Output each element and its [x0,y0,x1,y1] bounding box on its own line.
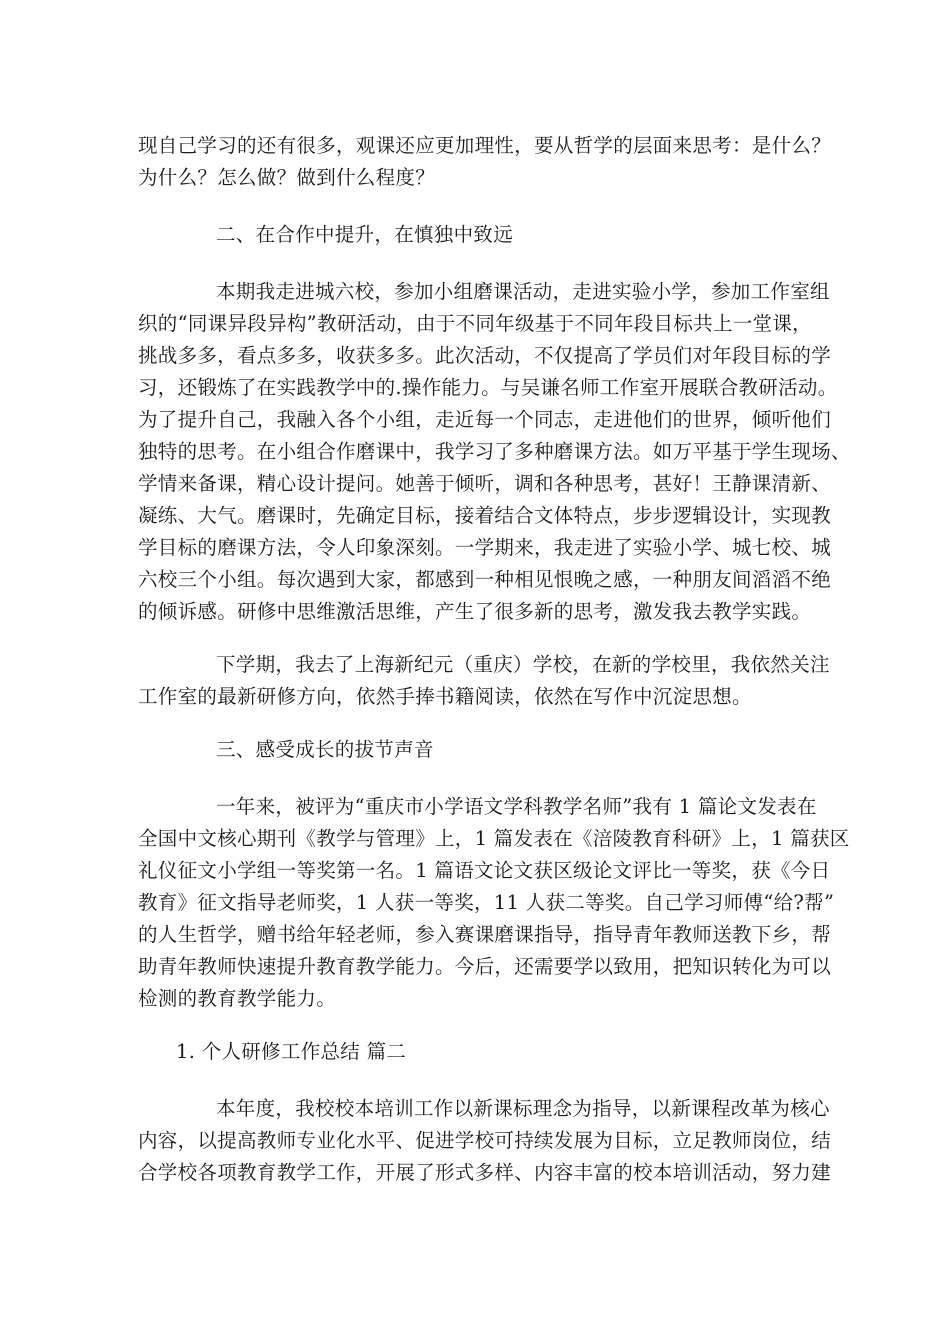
text-line: 独特的思考。在小组合作磨课中，我学习了多种磨课方法。如万平基于学生现场、 [138,440,851,463]
paragraph [138,649,830,713]
section-heading-3 [138,734,814,766]
text-line: 全国中文核心期刊《教学与管理》上，1 篇发表在《涪陵教育科研》上，1 篇获区 [138,827,850,850]
paragraph [138,276,851,628]
text-line: 本期我走进城六校，参加小组磨课活动，走进实验小学，参加工作室组 [216,280,830,303]
numbered-heading [138,1036,814,1068]
text-line: 六校三个小组。每次遇到大家，都感到一种相见恨晚之感，一种朋友间滔滔不绝 [138,568,832,591]
text-line: 的倾诉感。研修中思维激活思维，产生了很多新的思考，激发我去教学实践。 [138,600,812,623]
text-line: 检测的教育教学能力。 [138,987,337,1010]
text-line: 挑战多多，看点多多，收获多多。此次活动，不仅提高了学员们对年段目标的学 [138,344,832,367]
section-heading-text: 二、在合作中提升，在慎独中致远 [216,223,514,246]
text-line: 习，还锻炼了在实践教学中的.操作能力。与吴谦名师工作室开展联合教研活动。 [138,376,838,399]
paragraph-continued [138,130,832,194]
text-line: 凝练、大气。磨课时，先确定目标，接着结合文体特点，步步逻辑设计，实现教 [138,504,832,527]
numbered-heading-text: 1. 个人研修工作总结 篇二 [176,1040,407,1063]
section-heading-text: 三、感受成长的拔节声音 [216,738,434,761]
text-line: 教育》征文指导老师奖，1 人获一等奖，11 人获二等奖。自己学习师傅“给?帮” [138,891,835,914]
text-line: 织的“同课异段异构”教研活动，由于不同年级基于不同年段目标共上一堂课， [138,312,812,335]
text-line: 学目标的磨课方法，令人印象深刻。一学期来，我走进了实验小学、城七校、城 [138,536,832,559]
text-line: 现自己学习的还有很多，观课还应更加理性，要从哲学的层面来思考：是什么？ [138,134,832,157]
text-line: 学情来备课，精心设计提问。她善于倾听，调和各种思考，甚好！王静课清新、 [138,472,832,495]
text-line: 下学期，我去了上海新纪元（重庆）学校，在新的学校里，我依然关注 [216,653,830,676]
text-line: 为什么？怎么做？做到什么程度？ [138,166,436,189]
text-line: 本年度，我校校本培训工作以新课标理念为指导，以新课程改革为核心 [216,1097,830,1120]
section-heading-2 [138,219,814,251]
text-line: 为了提升自己，我融入各个小组，走近每一个同志，走进他们的世界，倾听他们 [138,408,832,431]
text-line: 助青年教师快速提升教育教学能力。今后，还需要学以致用，把知识转化为可以 [138,955,832,978]
text-line: 礼仪征文小学组一等奖第一名。1 篇语文论文获区级论文评比一等奖，获《今日 [138,859,831,882]
text-line: 内容，以提高教师专业化水平、促进学校可持续发展为目标，立足教师岗位，结 [138,1129,832,1152]
paragraph [138,1093,832,1189]
document-page [138,130,851,1210]
text-line: 工作室的最新研修方向，依然手捧书籍阅读，依然在写作中沉淀思想。 [138,685,752,708]
text-line: 合学校各项教育教学工作，开展了形式多样、内容丰富的校本培训活动，努力建 [138,1161,832,1184]
text-line: 一年来，被评为“重庆市小学语文学科教学名师”我有 1 篇论文发表在 [216,795,817,818]
text-line: 的人生哲学，赠书给年轻老师，参入赛课磨课指导，指导青年教师送教下乡，帮 [138,923,832,946]
paragraph [138,791,850,1015]
